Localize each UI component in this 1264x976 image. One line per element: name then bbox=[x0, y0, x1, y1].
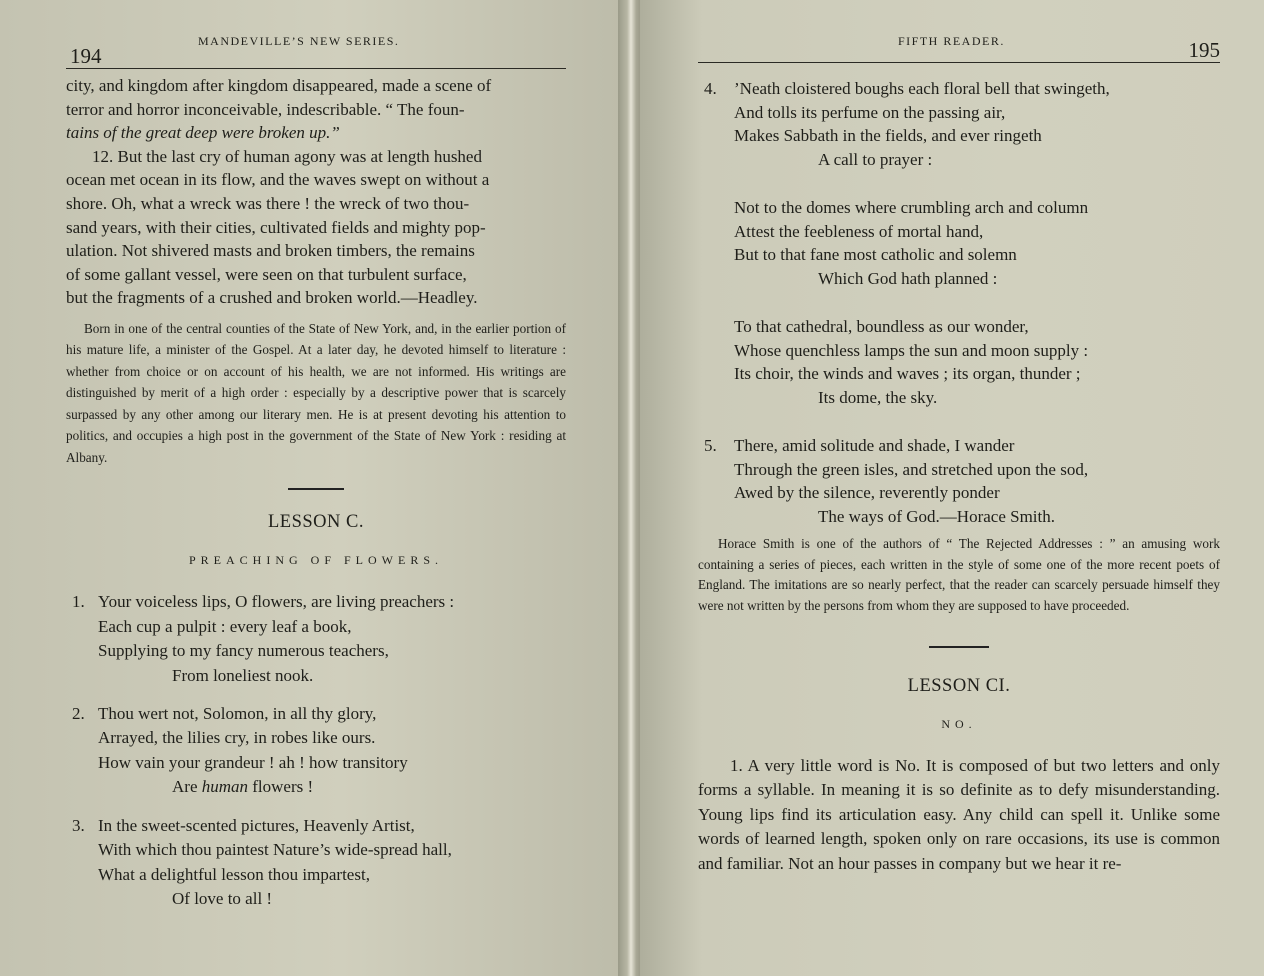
poem-line: But to that fane most catholic and solemn bbox=[734, 245, 1017, 264]
text-line: ulation. Not shivered masts and broken timbers, the remains bbox=[66, 241, 475, 261]
poem-line-text: Your voiceless lips, O flowers, are living preachers : bbox=[98, 592, 455, 612]
text-line: city, and kingdom after kingdom disappeared, made a scene of bbox=[66, 76, 492, 95]
poem-stanza bbox=[698, 434, 1220, 528]
stanza-number: 4. bbox=[704, 79, 717, 98]
poem-line: Not to the domes where crumbling arch and column bbox=[734, 198, 1089, 217]
right-body-text bbox=[698, 77, 1220, 876]
poem-line-indented: From loneliest nook. bbox=[172, 665, 314, 685]
stanza-number: 1. bbox=[72, 592, 85, 612]
poem-line: How vain your grandeur ! ah ! how transitory bbox=[98, 752, 408, 772]
poem-line bbox=[66, 702, 566, 726]
poem-line: Supplying to my fancy numerous teachers, bbox=[98, 641, 389, 661]
poem-line: Its choir, the winds and waves ; its organ, thunder ; bbox=[734, 364, 1081, 383]
poem-line: And tolls its perfume on the passing air, bbox=[734, 102, 1006, 122]
text-line: shore. Oh, what a wreck was there ! the wreck of two thou- bbox=[66, 193, 470, 213]
lesson-title: LESSON CI. bbox=[907, 676, 1011, 696]
poem-stanza bbox=[698, 315, 1220, 409]
right-page-number: 195 bbox=[1188, 38, 1220, 62]
stanza-number: 3. bbox=[72, 815, 85, 835]
text-line: ocean met ocean in its flow, and the waves swept on without a bbox=[66, 170, 490, 190]
text-line: but the fragments of a crushed and broken world.—Headley. bbox=[66, 288, 478, 308]
poem-line: With which thou paintest Nature’s wide-spread hall, bbox=[98, 840, 452, 860]
poem-line: Awed by the silence, reverently ponder bbox=[734, 483, 1000, 502]
poem-line-text: Are bbox=[172, 777, 202, 797]
poem-line-indented: A call to prayer : bbox=[818, 149, 933, 169]
poem-line: Arrayed, the lilies cry, in robes like ours. bbox=[98, 728, 376, 748]
poem-stanza bbox=[66, 590, 566, 688]
paragraph-continued bbox=[66, 74, 566, 145]
poem-stanza bbox=[698, 196, 1220, 290]
poem-line-indented: Its dome, the sky. bbox=[818, 387, 938, 407]
text-line: 12. But the last cry of human agony was at length hushed bbox=[92, 146, 482, 166]
poem-line: Whose quenchless lamps the sun and moon supply : bbox=[734, 340, 1089, 360]
text-line: of some gallant vessel, were seen on that turbulent surface, bbox=[66, 264, 467, 284]
poem-line-indented: The ways of God.—Horace Smith. bbox=[818, 506, 1056, 526]
poem-line bbox=[66, 814, 566, 838]
right-page bbox=[640, 0, 1264, 976]
right-running-title: FIFTH READER. bbox=[898, 34, 1005, 48]
section-divider bbox=[929, 646, 989, 648]
poem-line-indented: Which God hath planned : bbox=[818, 268, 998, 288]
poem-line: Makes Sabbath in the fields, and ever ringeth bbox=[734, 126, 1042, 145]
paragraph-1: 1. A very little word is No. It is composed of but two letters and only forms a syllable. In meaning it is so definite as to defy misunderstanding. Young lips find its articulation easy. Any child can spell it. Unlike some words of learned length, spoken only on rare occasions, its use is common and familiar. Not an hour passes in company but we hear it re- bbox=[698, 756, 1220, 873]
left-page bbox=[0, 0, 622, 976]
lesson-subtitle: PREACHING OF FLOWERS. bbox=[188, 553, 443, 568]
text-line: sand years, with their cities, cultivated fields and mighty pop- bbox=[66, 217, 486, 237]
stanza-number: 2. bbox=[72, 704, 85, 724]
poem-line: Attest the feebleness of mortal hand, bbox=[734, 221, 984, 241]
left-running-title: MANDEVILLE’S NEW SERIES. bbox=[198, 34, 400, 48]
poem-stanza bbox=[66, 814, 566, 912]
poem-stanza bbox=[698, 77, 1220, 171]
poem-line-text: ’Neath cloistered boughs each floral bell that swingeth, bbox=[734, 79, 1110, 98]
text-line-italic: tains of the great deep were broken up.” bbox=[66, 123, 340, 143]
poem-line-text: flowers ! bbox=[248, 777, 314, 797]
poem-line-text: There, amid solitude and shade, I wander bbox=[734, 436, 1015, 455]
left-running-head bbox=[66, 34, 566, 69]
poem-line bbox=[698, 434, 1220, 458]
left-page-number: 194 bbox=[70, 44, 102, 68]
author-note-horace-smith: Horace Smith is one of the authors of “ The Rejected Addresses : ” an amusing work containing a series of pieces, each written in the style of some one of the more recent poets of England. The imitations are so nearly perfect, that the reader can scarcely persuade himself they were not written by the persons from whom they are supposed to have proceeded. bbox=[698, 536, 1220, 613]
author-note-headley: Born in one of the central counties of the State of New York, and, in the earlier portion of his mature life, a minister of the Gospel. At a later day, he devoted himself to literature : whether from choice or on account of his health, we are not informed. His writings are distinguished by merit of a high order : especially by a descriptive power that is scarcely surpassed by any other among our literary men. He is at present devoting his attention to politics, and occupies a high post in the government of the State of New York : residing at Albany. bbox=[66, 320, 566, 465]
poem-line: To that cathedral, boundless as our wonder, bbox=[734, 317, 1029, 336]
poem-line-italic: human bbox=[201, 777, 249, 797]
poem-line-text: In the sweet-scented pictures, Heavenly Artist, bbox=[98, 815, 415, 835]
poem-line-text: Thou wert not, Solomon, in all thy glory, bbox=[98, 704, 377, 724]
paragraph-12 bbox=[66, 145, 566, 310]
poem-line bbox=[66, 590, 566, 614]
poem-line: Through the green isles, and stretched upon the sod, bbox=[734, 459, 1089, 479]
lesson-subtitle: NO. bbox=[941, 717, 977, 731]
section-divider bbox=[288, 488, 344, 490]
text-line: terror and horror inconceivable, indescribable. “ The foun- bbox=[66, 99, 465, 119]
right-running-head bbox=[698, 34, 1220, 63]
stanza-number: 5. bbox=[704, 436, 717, 455]
poem-line bbox=[698, 77, 1220, 101]
poem-line-indented: Of love to all ! bbox=[172, 888, 273, 908]
poem-line: What a delightful lesson thou impartest, bbox=[98, 864, 370, 884]
poem-line: Each cup a pulpit : every leaf a book, bbox=[98, 616, 352, 636]
lesson-title: LESSON C. bbox=[268, 512, 364, 533]
left-body-text bbox=[66, 74, 566, 911]
poem-stanza bbox=[66, 702, 566, 800]
poem-line-indented bbox=[66, 775, 566, 799]
